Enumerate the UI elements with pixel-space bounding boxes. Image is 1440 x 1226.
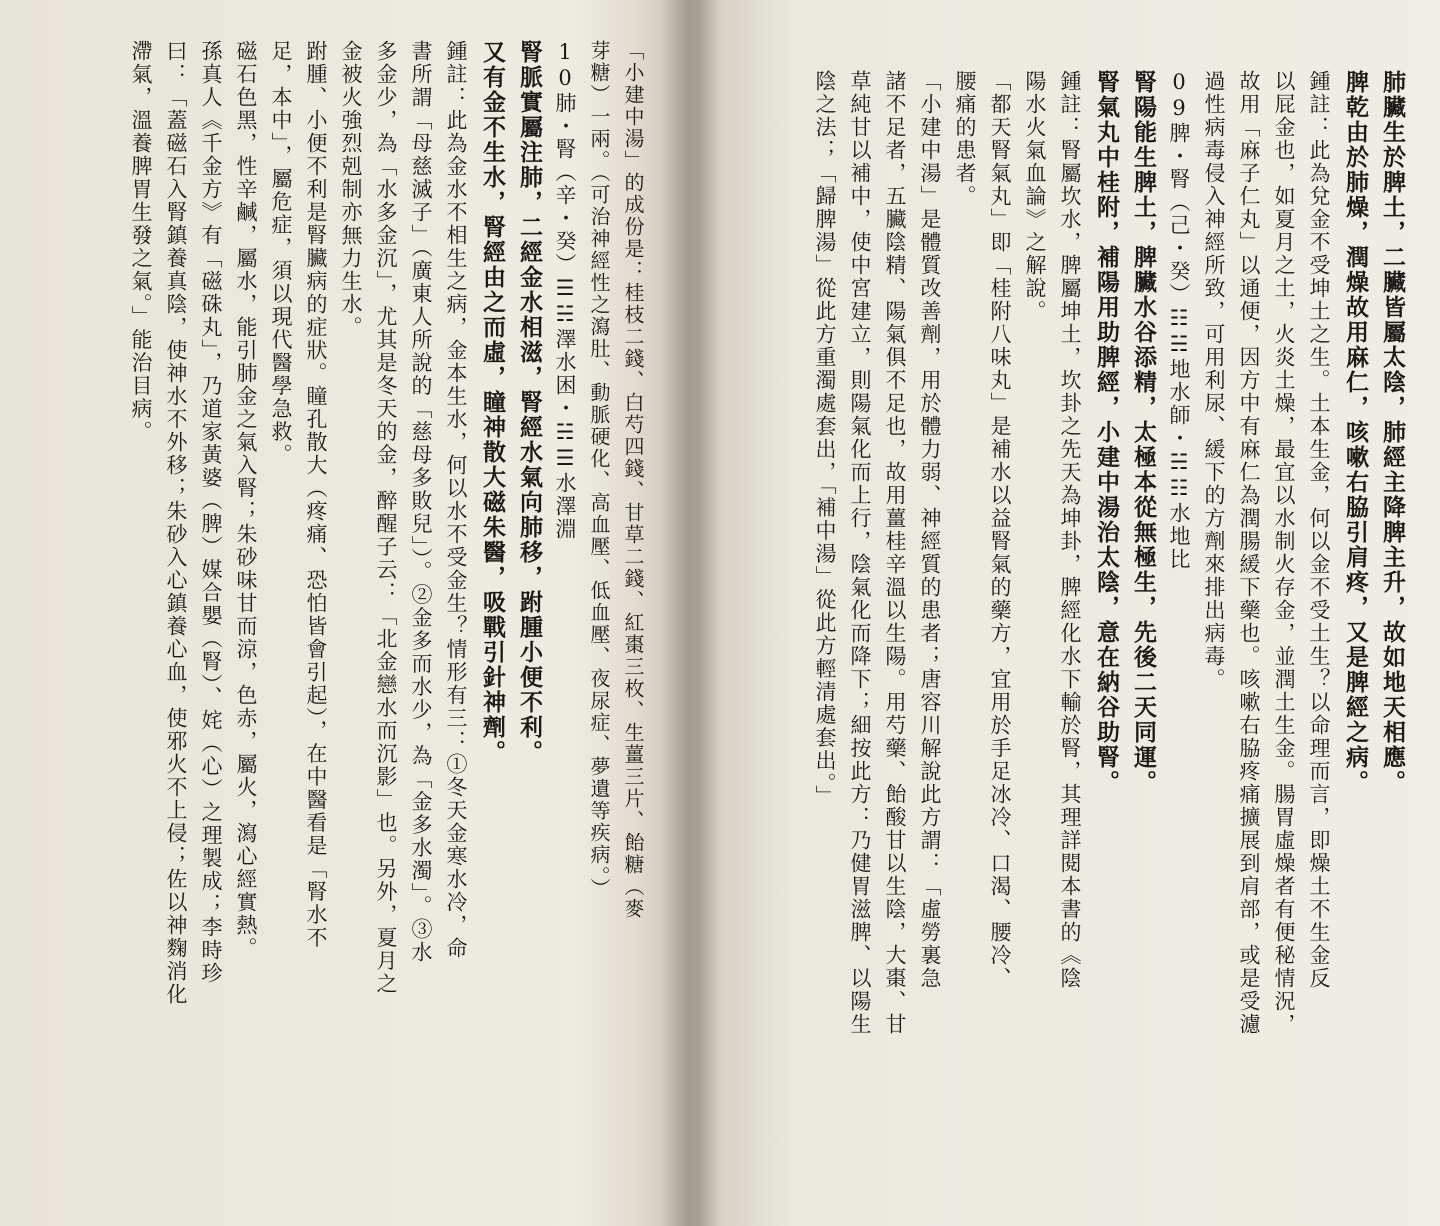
left-page	[0, 0, 690, 1226]
text-column: 過性病毒侵入神經所致，可用利尿、緩下的方劑來排出病毒。	[1202, 70, 1226, 691]
text-column: 肺臟生於脾土，二臟皆屬太陰，肺經主降脾主升，故如地天相應。	[1379, 70, 1405, 795]
text-column: 鍾註：此為兌金不受坤土之生。土本生金，何以金不受土生？以命理而言，即燥土不生金反	[1307, 70, 1331, 990]
text-column: 足，本中」，屬危症，須以現代醫學急救。	[269, 40, 293, 467]
text-column: 諸不足者，五臟陰精、陽氣俱不足也，故用薑桂辛溫以生陽。用芍藥、飴酸甘以生陰，大棗、甘	[883, 70, 907, 1036]
text-column: 「小建中湯」是體質改善劑，用於體力弱、神經質的患者；唐容川解說此方謂：「虛勞裏急	[918, 70, 942, 990]
text-column: 故用「麻子仁丸」以通便，因方中有麻仁為潤腸緩下藥也。咳嗽右脇疼痛擴展到肩部，或是受濾	[1237, 70, 1261, 1036]
text-column: 以屁金也，如夏月之土，火炎土燥，最宜以水制火存金，並潤土生金。腸胃虛燥者有便秘情況，	[1272, 70, 1296, 1036]
text-column: 腰痛的患者。	[953, 70, 977, 208]
right-page	[700, 0, 1440, 1226]
text-column: 書所謂「母慈滅子」（廣東人所說的「慈母多敗兒」）。②金多而水少，為「金多水濁」。③水	[409, 40, 433, 964]
text-column: 滯氣，溫養脾胃生發之氣。」能治目病。	[129, 40, 153, 444]
text-column: 曰：「蓋磁石入腎鎮養真陰，使神水不外移；朱砂入心鎮養心血，使邪火不上侵；佐以神麴消化	[164, 40, 188, 1006]
text-column: 多金少，為「水多金沉」，尤其是冬天的金，醉醒子云：「北金戀水而沉影」也。另外，夏月之	[374, 40, 398, 996]
text-column: 腎脈實屬注肺，二經金水相滋，腎經水氣向肺移，跗腫小便不利。	[516, 40, 542, 765]
text-column: 跗腫、小便不利是腎臟病的症狀。瞳孔散大（疼痛、恐怕皆會引起），在中醫看是「腎水不	[304, 40, 328, 950]
text-column: 磁石色黑，性辛鹹，屬水，能引肺金之氣入腎；朱砂味甘而涼，色赤，屬火，瀉心經實熱。	[234, 40, 258, 960]
text-column: 又有金不生水，腎經由之而虛，瞳神散大磁朱醫，吸戰引針神劑。	[479, 40, 505, 765]
text-column: 陰之法；「歸脾湯」從此方重濁處套出，「補中湯」從此方輕清處套出。」	[813, 70, 837, 808]
text-column: 「小建中湯」的成份是：桂枝二錢、白芍四錢、甘草二錢、紅棗三枚、生薑三片、飴糖（麥	[621, 40, 645, 920]
text-column: 鍾註：腎屬坎水，脾屬坤土，坎卦之先天為坤卦，脾經化水下輸於腎，其理詳閱本書的《陰	[1058, 70, 1082, 990]
text-column: 金被火強烈剋制亦無力生水。	[339, 40, 363, 339]
text-column: 「都天腎氣丸」即「桂附八味丸」是補水以益腎氣的藥方，宜用於手足冰冷、口渴、腰冷、	[988, 70, 1012, 990]
text-column: 10肺・腎（辛・癸）☰☵澤水困・☵☰水澤淵	[553, 40, 577, 541]
text-column: 鍾註：此為金水不相生之病，金本生水，何以水不受金生？情形有三：①冬天金寒水冷，命	[444, 40, 468, 960]
text-column: 孫真人《千金方》有「磁硃丸」，乃道家黃婆（脾）媒合嬰（腎）、姹（心）之理製成；李時珍	[199, 40, 223, 985]
text-column: 腎陽能生脾土，脾臟水谷添精，太極本從無極生，先後二天同運。	[1130, 70, 1156, 795]
text-column: 草純甘以補中，使中宮建立，則陽氣化而上行，陰氣化而降下；細按此方：乃健胃滋脾、以陽生	[848, 70, 872, 1036]
text-column: 陽水火氣血論》之解說。	[1023, 70, 1047, 323]
text-column: 脾乾由於肺燥，潤燥故用麻仁，咳嗽右脇引肩疼，又是脾經之病。	[1342, 70, 1368, 795]
text-column: 09脾・腎（己・癸）☷☵地水師・☵☷水地比	[1167, 70, 1191, 571]
text-column: 芽糖）一兩。（可治神經性之瀉肚、動脈硬化、高血壓、低血壓、夜尿症、夢遺等疾病。）	[587, 40, 611, 900]
text-column: 腎氣丸中桂附，補陽用助脾經，小建中湯治太陰，意在納谷助腎。	[1093, 70, 1119, 795]
